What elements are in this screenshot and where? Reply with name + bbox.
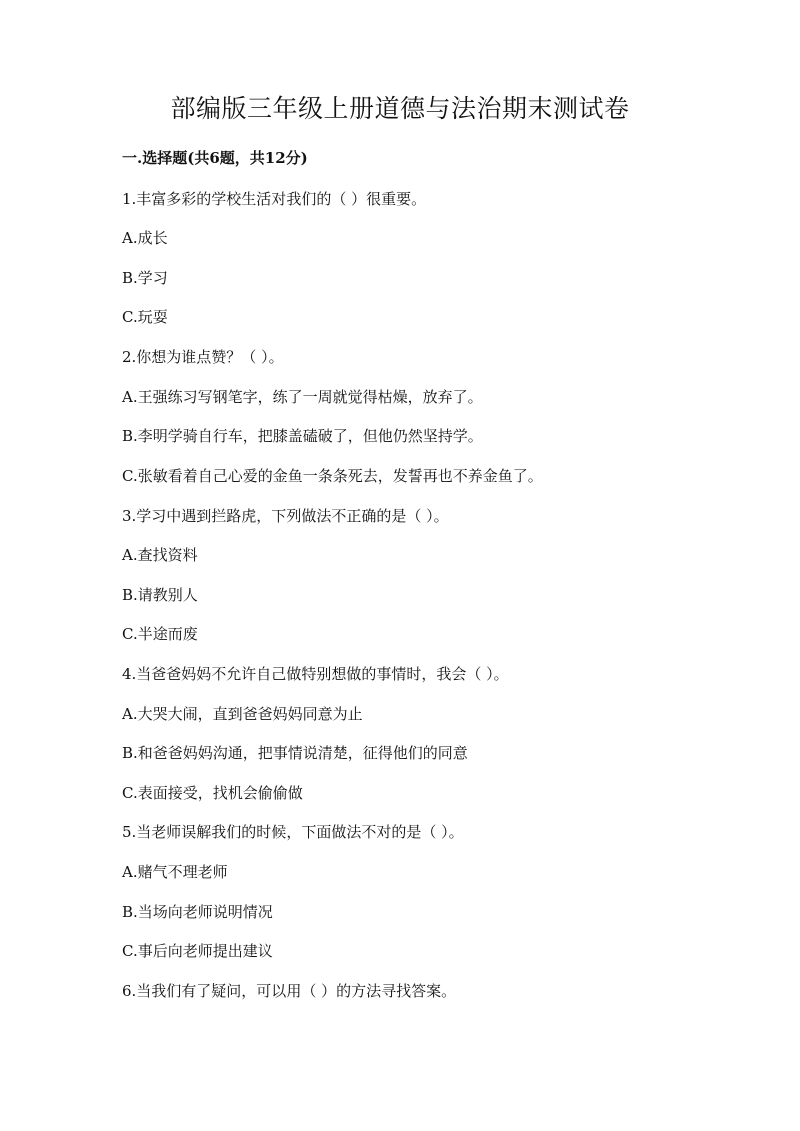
question-3-option-a: A.查找资料 [122,546,198,564]
question-stem-1: 1.丰富多彩的学校生活对我们的（ ）很重要。 [122,190,427,208]
question-1-option-b: B.学习 [122,269,168,287]
question-4-option-c: C.表面接受，找机会偷偷做 [122,784,303,802]
question-stem-4: 4.当爸爸妈妈不允许自己做特别想做的事情时，我会（ ）。 [122,665,509,683]
question-5-option-b: B.当场向老师说明情况 [122,903,273,921]
question-stem-6: 6.当我们有了疑问，可以用（ ）的方法寻找答案。 [122,982,457,1000]
question-stem-5: 5.当老师误解我们的时候，下面做法不对的是（ ）。 [122,823,464,841]
section-header: 一.选择题(共6题，共12分) [122,149,308,167]
question-5-option-a: A.赌气不理老师 [122,863,228,881]
question-3-option-c: C.半途而废 [122,625,198,643]
question-2-option-c: C.张敏看着自己心爱的金鱼一条条死去，发誓再也不养金鱼了。 [122,467,543,485]
page-title: 部编版三年级上册道德与法治期末测试卷 [170,94,630,123]
question-2-option-b: B.李明学骑自行车，把膝盖磕破了，但他仍然坚持学。 [122,427,483,445]
question-1-option-c: C.玩耍 [122,308,168,326]
question-stem-3: 3.学习中遇到拦路虎，下列做法不正确的是（ ）。 [122,507,449,525]
question-2-option-a: A.王强练习写钢笔字，练了一周就觉得枯燥，放弃了。 [122,388,483,406]
question-stem-2: 2.你想为谁点赞？（ ）。 [122,348,284,366]
question-1-option-a: A.成长 [122,229,168,247]
question-4-option-b: B.和爸爸妈妈沟通，把事情说清楚，征得他们的同意 [122,744,468,762]
question-4-option-a: A.大哭大闹，直到爸爸妈妈同意为止 [122,705,363,723]
question-5-option-c: C.事后向老师提出建议 [122,942,273,960]
question-3-option-b: B.请教别人 [122,586,198,604]
